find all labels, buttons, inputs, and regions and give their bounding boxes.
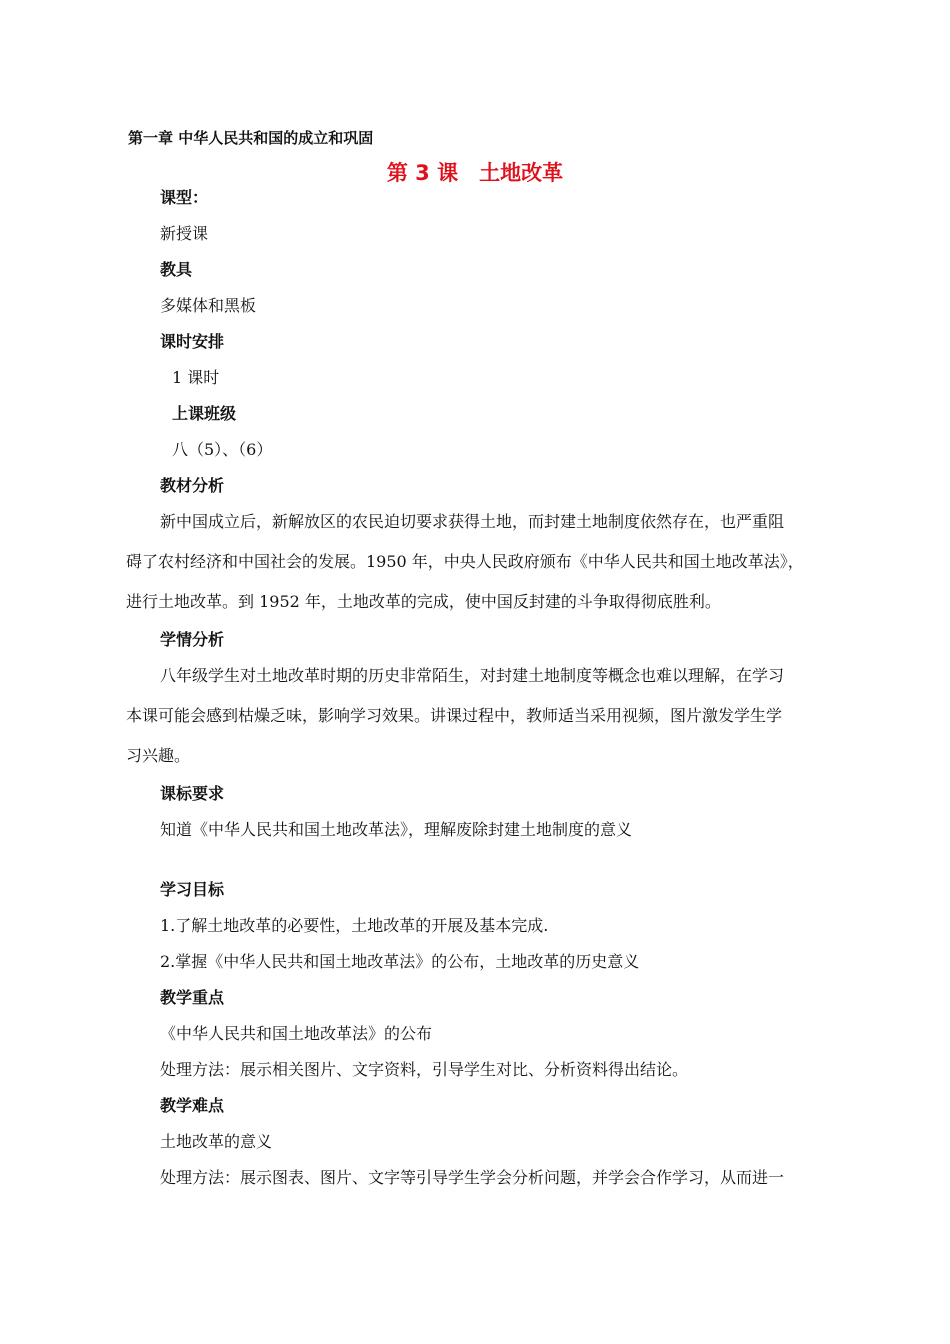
lesson-title: 第 3 课 土地改革 (386, 161, 564, 185)
textbook-analysis-label: 教材分析 (160, 476, 225, 495)
student-analysis-line-2: 本课可能会感到枯燥乏味，影响学习效果。讲课过程中，教师适当采用视频，图片激发学生学 (126, 706, 783, 725)
student-analysis-line-1: 八年级学生对土地改革时期的历史非常陌生，对封建土地制度等概念也难以理解，在学习 (160, 666, 785, 685)
student-analysis-line-3: 习兴趣。 (126, 746, 191, 765)
tools-label: 教具 (160, 260, 193, 279)
class-value: 八（5）、（6） (172, 440, 273, 459)
schedule-label: 课时安排 (160, 332, 225, 351)
key-point-label: 教学重点 (160, 988, 225, 1007)
lesson-type-label: 课型： (160, 188, 209, 207)
curriculum-standard-label: 课标要求 (160, 784, 225, 803)
key-point-method: 处理方法：展示相关图片、文字资料，引导学生对比、分析资料得出结论。 (160, 1060, 689, 1079)
difficult-point-method: 处理方法：展示图表、图片、文字等引导学生学会分析问题，并学会合作学习，从而进一 (160, 1168, 785, 1187)
chapter-heading: 第一章 中华人民共和国的成立和巩固 (128, 129, 374, 147)
learning-goal-2: 2.掌握《中华人民共和国土地改革法》的公布，土地改革的历史意义 (160, 952, 640, 971)
tools-value: 多媒体和黑板 (160, 296, 257, 315)
curriculum-standard-value: 知道《中华人民共和国土地改革法》，理解废除封建土地制度的意义 (160, 820, 633, 839)
learning-goals-label: 学习目标 (160, 880, 225, 899)
class-label: 上课班级 (172, 404, 237, 423)
textbook-analysis-line-3: 进行土地改革。到 1952 年，土地改革的完成，使中国反封建的斗争取得彻底胜利。 (126, 592, 721, 611)
textbook-analysis-line-2: 碍了农村经济和中国社会的发展。1950 年，中央人民政府颁布《中华人民共和国土地改革法》， (126, 552, 804, 571)
learning-goal-1: 1.了解土地改革的必要性，土地改革的开展及基本完成. (160, 916, 549, 935)
difficult-point-label: 教学难点 (160, 1096, 225, 1115)
lesson-type-value: 新授课 (160, 224, 209, 243)
textbook-analysis-line-1: 新中国成立后，新解放区的农民迫切要求获得土地，而封建土地制度依然存在，也严重阻 (160, 512, 785, 531)
key-point-value: 《中华人民共和国土地改革法》的公布 (160, 1024, 433, 1043)
student-analysis-label: 学情分析 (160, 630, 225, 649)
schedule-value: 1 课时 (172, 368, 220, 387)
difficult-point-value: 土地改革的意义 (160, 1132, 273, 1151)
